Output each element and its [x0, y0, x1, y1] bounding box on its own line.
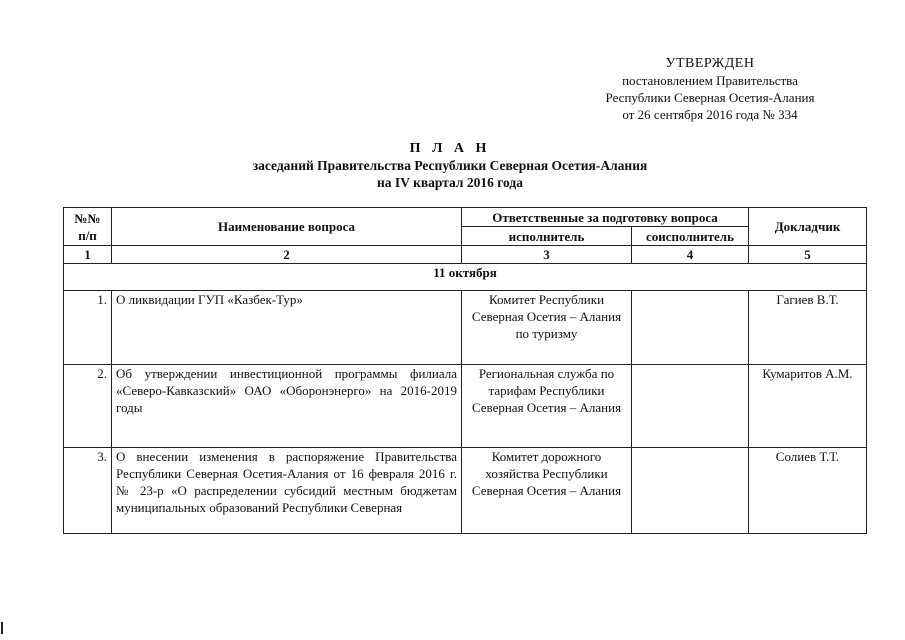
row-executor: Региональная служба по тарифам Республики Северная Осетия – Алания [462, 365, 632, 448]
header-num: №№ п/п [64, 208, 112, 246]
document-title: П Л А Н [409, 141, 491, 156]
document-subtitle-1: заседаний Правительства Республики Северная Осетия-Алания [252, 158, 648, 173]
date-group-row [64, 264, 867, 291]
header-responsible: Ответственные за подготовку вопроса [462, 208, 749, 227]
row-num: 1. [64, 291, 112, 365]
row-reporter: Гагиев В.Т. [749, 291, 867, 365]
scan-edge-mark [1, 622, 3, 634]
row-name: Об утверждении инвестиционной программы филиала «Северо-Кавказский» ОАО «Оборонэнерго» на 2016-2019 годы [112, 365, 462, 448]
approval-title: УТВЕРЖДЕН [665, 56, 755, 71]
row-num: 2. [64, 365, 112, 448]
row-executor: Комитет дорожного хозяйства Республики Северная Осетия – Алания [462, 448, 632, 534]
row-reporter: Кумаритов А.М. [749, 365, 867, 448]
column-number-row [64, 246, 867, 264]
approval-line-1: постановлением Правительства [622, 73, 798, 88]
column-number: 3 [462, 246, 632, 264]
date-group: 11 октября [64, 264, 867, 291]
table-row [64, 291, 867, 365]
plan-table [63, 207, 867, 534]
row-coexecutor [632, 448, 749, 534]
column-number: 5 [749, 246, 867, 264]
row-num: 3. [64, 448, 112, 534]
table-row [64, 448, 867, 534]
row-reporter: Солиев Т.Т. [749, 448, 867, 534]
table-row [64, 365, 867, 448]
column-number: 4 [632, 246, 749, 264]
document-heading [140, 140, 760, 191]
header-executor: исполнитель [462, 227, 632, 246]
column-number: 1 [64, 246, 112, 264]
approval-stamp [560, 55, 860, 123]
header-reporter: Докладчик [749, 208, 867, 246]
column-number: 2 [112, 246, 462, 264]
row-name: О ликвидации ГУП «Казбек-Тур» [112, 291, 462, 365]
approval-line-2: Республики Северная Осетия-Алания [605, 90, 815, 105]
row-name: О внесении изменения в распоряжение Правительства Республики Северная Осетия-Алания от 16 февраля 2016 г. № 23-р «О распределении субсидий местным бюджетам муниципальных образований Республики Северная [112, 448, 462, 534]
approval-line-3: от 26 сентября 2016 года № 334 [622, 107, 798, 122]
header-coexecutor: соисполнитель [632, 227, 749, 246]
row-coexecutor [632, 291, 749, 365]
row-coexecutor [632, 365, 749, 448]
document-subtitle-2: на IV квартал 2016 года [377, 175, 523, 190]
header-name: Наименование вопроса [112, 208, 462, 246]
row-executor: Комитет Республики Северная Осетия – Алания по туризму [462, 291, 632, 365]
